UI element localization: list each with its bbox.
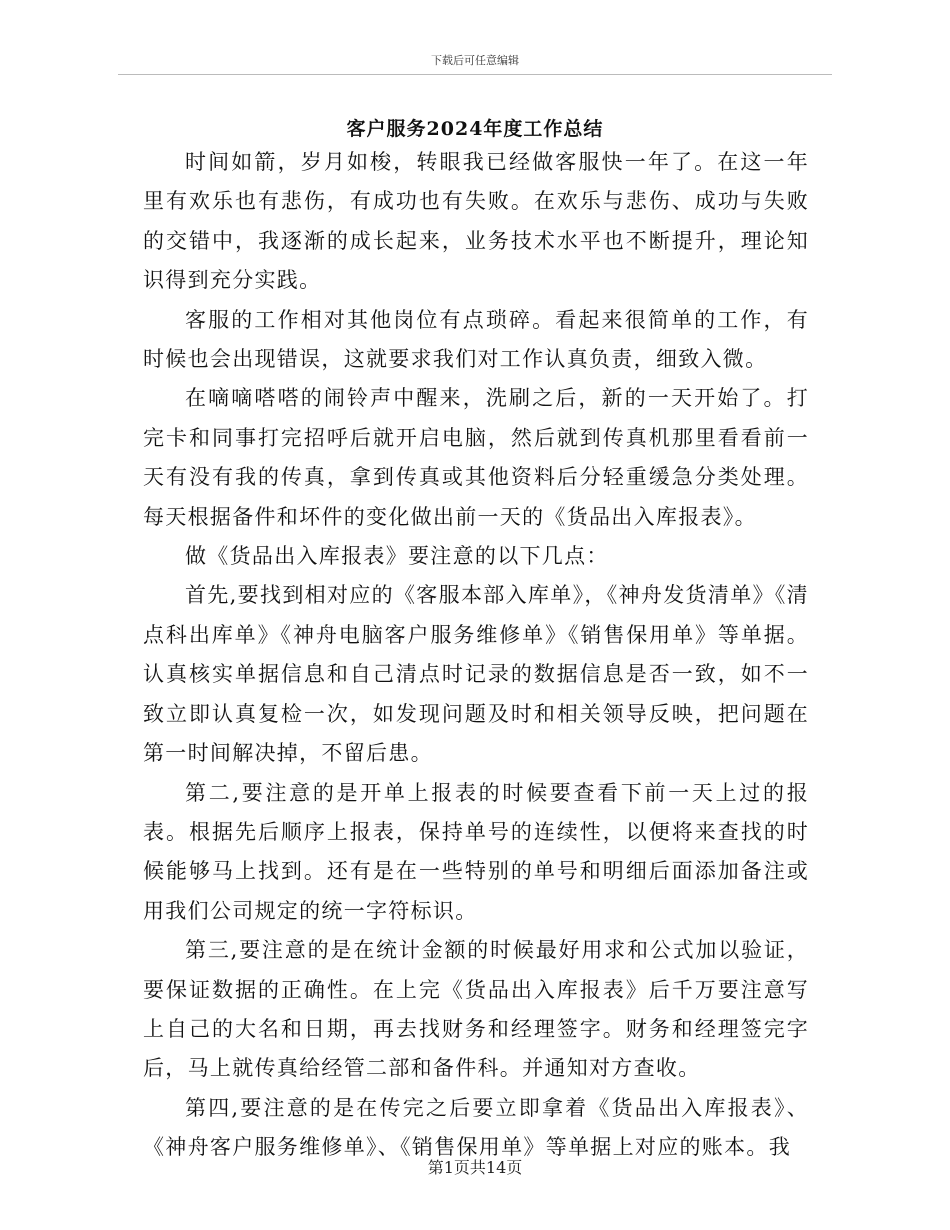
paragraph: 第三,要注意的是在统计金额的时候最好用求和公式加以验证，要保证数据的正确性。在上完《货品出入库报表》后千万要注意写上自己的大名和日期，再去找财务和经理签字。财务和经理签完字后，马上就传真给经管二部和备件科。并通知对方查收。 — [143, 938, 809, 1081]
paragraph: 客服的工作相对其他岗位有点琐碎。看起来很简单的工作，有时候也会出现错误，这就要求我们对工作认真负责，细致入微。 — [143, 307, 809, 372]
header-divider — [118, 74, 832, 75]
paragraph: 首先,要找到相对应的《客服本部入库单》，《神舟发货清单》《清点科出库单》《神舟电脑客户服务维修单》《销售保用单》等单据。认真核实单据信息和自己清点时记录的数据信息是否一致，如不一致立即认真复检一次，如发现问题及时和相关领导反映，把问题在第一时间解决掉，不留后患。 — [143, 583, 809, 766]
document-title: 客户服务2024年度工作总结 — [346, 118, 604, 140]
page-number: 第1页共14页 — [427, 1158, 523, 1177]
paragraph: 在嘀嘀嗒嗒的闹铃声中醒来，洗刷之后，新的一天开始了。打完卡和同事打完招呼后就开启电脑，然后就到传真机那里看看前一天有没有我的传真，拿到传真或其他资料后分轻重缓急分类处理。每天根据备件和坏件的变化做出前一天的《货品出入库报表》。 — [143, 386, 809, 529]
paragraph: 第二,要注意的是开单上报表的时候要查看下前一天上过的报表。根据先后顺序上报表，保持单号的连续性，以便将来查找的时候能够马上找到。还有是在一些特别的单号和明细后面添加备注或用我们公司规定的统一字符标识。 — [143, 780, 809, 923]
paragraph: 时间如箭，岁月如梭，转眼我已经做客服快一年了。在这一年里有欢乐也有悲伤，有成功也有失败。在欢乐与悲伤、成功与失败的交错中，我逐渐的成长起来，业务技术水平也不断提升，理论知识得到充分实践。 — [143, 150, 809, 293]
paragraph: 做《货品出入库报表》要注意的以下几点： — [185, 544, 609, 569]
page-header-note: 下载后可任意编辑 — [431, 54, 519, 67]
paragraph: 第四,要注意的是在传完之后要立即拿着《货品出入库报表》、《神舟客户服务维修单》、《销售保用单》等单据上对应的账本。我 — [143, 1095, 809, 1160]
document-body — [143, 143, 809, 1168]
